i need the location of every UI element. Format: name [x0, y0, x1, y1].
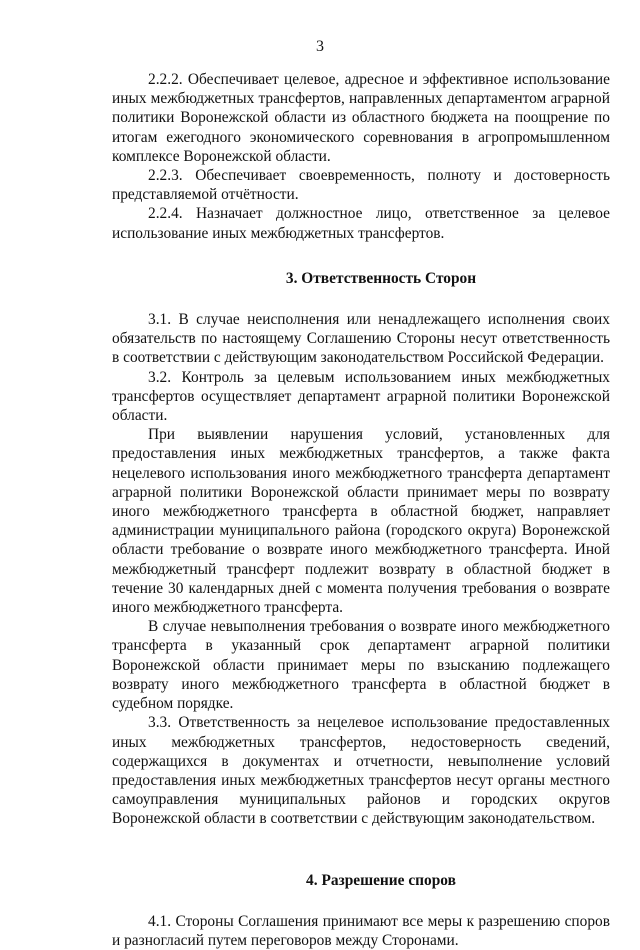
paragraph-2-2-2: 2.2.2. Обеспечивает целевое, адресное и эффективное использование иных межбюджетных трансфертов, направленных департаментом аграрной политики Воронежской области из областного бюджета на поощрение по итогам ежегодного экономического соревнования в агропромышленном комплексе Воронежской области.: [112, 71, 610, 165]
section-3-heading: 3. Ответственность Сторон: [285, 269, 477, 287]
document-body: [112, 70, 610, 950]
page-number: 3: [316, 38, 324, 55]
paragraph-3-2-nonfulfillment: В случае невыполнения требования о возврате иного межбюджетного трансферта в указанный срок департамент аграрной политики Воронежской области принимает меры по взысканию подлежащего возврату иного межбюджетного трансферта в областной бюджет в судебном порядке.: [112, 618, 610, 713]
paragraph-3-2: 3.2. Контроль за целевым использованием иных межбюджетных трансфертов осуществляет департамент аграрной политики Воронежской области.: [112, 368, 610, 425]
paragraph-2-2-4: 2.2.4. Назначает должностное лицо, ответственное за целевое использование иных межбюджетных трансфертов.: [112, 205, 610, 242]
section-4-heading: 4. Разрешение споров: [306, 871, 456, 889]
paragraph-3-1: 3.1. В случае неисполнения или ненадлежащего исполнения своих обязательств по настоящему Соглашению Стороны несут ответственность в соответствии с действующим законодательством Российской Федерации.: [112, 311, 610, 367]
paragraph-3-2-violation: При выявлении нарушения условий, установленных для предоставления иных межбюджетных трансфертов, а также факта нецелевого использования иного межбюджетного трансферта департамент аграрной политики Воронежской области принимает меры по возврату иного межбюджетного трансферта в областной бюджет, направляет администрации муниципального района (городского округа) Воронежской области требование о возврате иного межбюджетного трансферта. Иной межбюджетный трансферт подлежит возврату в областной бюджет в течение 30 календарных дней с момента получения требования о возврате иного межбюджетного трансферта.: [112, 426, 610, 617]
paragraph-2-2-3: 2.2.3. Обеспечивает своевременность, полноту и достоверность представляемой отчётности.: [112, 167, 610, 204]
paragraph-4-1: 4.1. Стороны Соглашения принимают все меры к разрешению споров и разногласий путем переговоров между Сторонами.: [112, 912, 610, 949]
paragraph-3-3: 3.3. Ответственность за нецелевое использование предоставленных иных межбюджетных трансфертов, недостоверность сведений, содержащихся в документах и отчетности, невыполнение условий предоставления иных межбюджетных трансфертов несут органы местного самоуправления муниципальных районов и городских округов Воронежской области в соответствии с действующим законодательством.: [112, 714, 610, 828]
